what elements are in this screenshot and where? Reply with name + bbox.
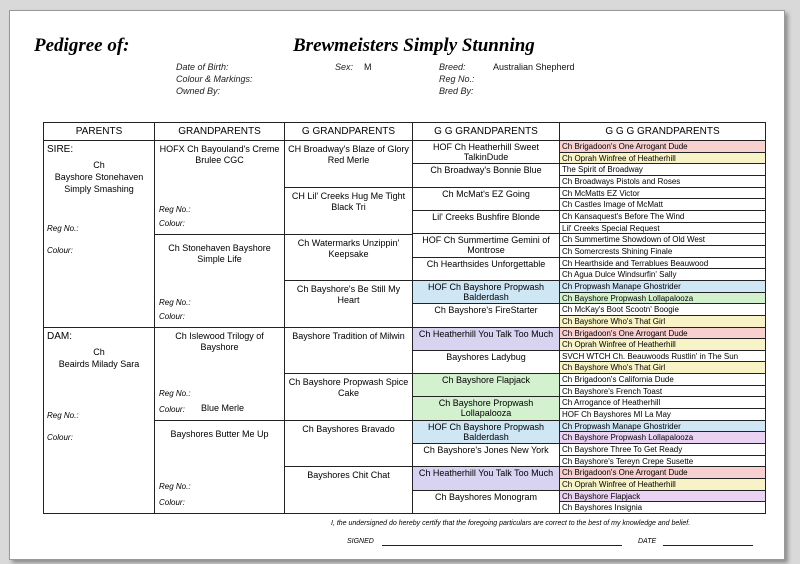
ggg-grandparent-row: Ch Oprah Winfree of Heatherhill xyxy=(560,153,765,165)
g-grandparent-name: CH Lil' Creeks Hug Me Tight Black Tri xyxy=(291,191,406,212)
dam-reg-label: Reg No.: xyxy=(47,411,79,420)
gg-grandparent-name: Ch Bayshore Flapjack xyxy=(441,375,531,386)
gg-grandparent-name: Ch Bayshore's FireStarter xyxy=(434,305,538,316)
dob-label: Date of Birth: xyxy=(176,62,229,72)
g-grandparent-name: Ch Bayshore Propwash Spice Cake xyxy=(288,377,409,398)
gg-grandparent-cell xyxy=(413,141,560,164)
ggg-grandparent-row: SVCH WTCH Ch. Beauwoods Rustlin' in The Sun xyxy=(560,351,765,363)
gg-grandparent-cell xyxy=(413,397,560,420)
gg-grandparent-name: HOF Ch Bayshore Propwash Balderdash xyxy=(427,421,545,442)
grandparent-colour-label: Colour: xyxy=(159,498,185,507)
ggg-grandparent-row: Ch Bayshores Insignia xyxy=(562,503,643,513)
ggg-grandparent-row: Ch Oprah Winfree of Heatherhill xyxy=(560,479,765,491)
ggg-grandparent-row: Ch Bayshore Three To Get Ready xyxy=(560,444,765,456)
gg-grandparents-column xyxy=(413,141,560,514)
gg-grandparent-name: Ch Bayshores Monogram xyxy=(434,491,538,502)
gg-grandparent-cell xyxy=(413,421,560,444)
ggg-grandparent-row: Ch Propwash Manape Ghostrider xyxy=(560,281,765,293)
breed-label: Breed: xyxy=(439,62,466,72)
gg-grandparent-cell xyxy=(413,491,560,514)
gg-grandparent-name: Bayshores Ladybug xyxy=(446,351,526,362)
gg-grandparent-name: Ch Hearthsides Unforgettable xyxy=(426,258,546,269)
grandparent-colour-label: Colour: xyxy=(159,312,185,321)
ggg-grandparent-row: Ch Bayshore Flapjack xyxy=(560,491,765,503)
gg-grandparent-cell xyxy=(413,304,560,327)
gg-grandparent-cell xyxy=(413,258,560,281)
ggg-grandparent-row: Ch Summertime Showdown of Old West xyxy=(560,234,765,246)
sire-label: SIRE: xyxy=(47,144,74,155)
ggg-grandparent-row: Ch Bayshore Propwash Lollapalooza xyxy=(560,293,765,305)
grandparent-cell xyxy=(155,141,285,235)
gg-grandparent-cell xyxy=(413,328,560,351)
gg-grandparent-cell xyxy=(413,234,560,257)
col-header-ggg-grandparents: G G G GRANDPARENTS xyxy=(605,126,720,137)
ggg-grandparent-row: Ch Oprah Winfree of Heatherhill xyxy=(560,339,765,351)
ggg-grandparent-row: Ch Castles Image of McMatt xyxy=(560,199,765,211)
ggg-grandparent-row: Ch Arrogance of Heatherhill xyxy=(560,397,765,409)
gg-grandparent-name: HOF Ch Summertime Gemini of Montrose xyxy=(422,235,550,256)
g-grandparent-cell xyxy=(285,374,413,421)
ggg-grandparent-row: Lil' Creeks Special Request xyxy=(560,223,765,235)
ggg-grandparent-row: Ch Hearthside and Terrablues Beauwood xyxy=(560,258,765,270)
gg-grandparent-cell xyxy=(413,351,560,374)
col-header-grandparents: GRANDPARENTS xyxy=(155,123,285,140)
ggg-grandparent-row: Ch Propwash Manape Ghostrider xyxy=(560,421,765,433)
ggg-grandparent-row: Ch Bayshore's French Toast xyxy=(560,386,765,398)
signed-label: SIGNED xyxy=(347,538,374,545)
grandparent-name: HOFX Ch Bayouland's Creme Brulee CGC xyxy=(159,144,280,165)
signature-line[interactable] xyxy=(382,545,622,546)
g-grandparent-cell xyxy=(285,141,413,188)
col-header-g-grandparents: G GRANDPARENTS xyxy=(285,123,413,140)
col-header-parents: PARENTS xyxy=(44,123,155,140)
ggg-grandparent-row: HOF Ch Bayshores MI La May xyxy=(560,409,765,421)
sex-label: Sex: xyxy=(335,62,354,72)
grandparent-cell xyxy=(155,421,285,514)
grandparent-colour-value: Blue Merle xyxy=(201,403,245,413)
g-grandparent-name: Ch Watermarks Unzippin' Keepsake xyxy=(297,238,400,259)
dam-cell xyxy=(44,328,155,514)
gg-grandparent-name: HOF Ch Heatherhill Sweet TalkinDude xyxy=(432,142,540,162)
ggg-grandparent-row: Ch Bayshore Who's That Girl xyxy=(560,316,765,328)
dog-name: Brewmeisters Simply Stunning xyxy=(293,35,535,56)
sex-value: M xyxy=(364,62,372,72)
gg-grandparent-name: Ch Heatherhill You Talk Too Much xyxy=(418,328,554,339)
grandparent-name: Ch Stonehaven Bayshore Simple Life xyxy=(168,243,271,264)
pedigree-label: Pedigree of: xyxy=(34,35,130,56)
gg-grandparent-cell xyxy=(413,467,560,490)
date-label: DATE xyxy=(638,538,657,545)
sire-cell xyxy=(44,141,155,328)
gg-grandparent-cell xyxy=(413,281,560,304)
gg-grandparent-cell xyxy=(413,444,560,467)
ggg-grandparent-row: Ch Kansaquest's Before The Wind xyxy=(560,211,765,223)
g-grandparent-cell xyxy=(285,281,413,328)
colour-markings-label: Colour & Markings: xyxy=(176,74,253,84)
ggg-grandparent-row: Ch Somercrests Shining Finale xyxy=(560,246,765,258)
gg-grandparent-cell xyxy=(413,374,560,397)
ggg-grandparent-row: Ch Brigadoon's One Arrogant Dude xyxy=(560,467,765,479)
grandparent-colour-label: Colour: xyxy=(159,219,185,228)
ggg-grandparent-row: Ch Brigadoon's One Arrogant Dude xyxy=(560,328,765,340)
g-grandparent-name: Ch Bayshores Bravado xyxy=(302,424,395,434)
sire-name: Ch Bayshore Stonehaven Simply Smashing xyxy=(54,160,144,194)
gg-grandparent-cell xyxy=(413,188,560,211)
gg-grandparent-name: Ch McMat's EZ Going xyxy=(442,188,530,199)
ggg-grandparent-row: Ch Agua Dulce Windsurfin' Sally xyxy=(560,269,765,281)
g-grandparent-cell xyxy=(285,188,413,235)
gg-grandparent-name: Ch Bayshore's Jones New York xyxy=(423,445,549,456)
g-grandparent-cell xyxy=(285,235,413,281)
pedigree-table xyxy=(43,122,766,514)
certification-text: I, the undersigned do hereby certify that the foregoing particulars are correct to the best of my knowledge and belief. xyxy=(331,520,691,527)
g-grandparent-name: Ch Bayshore's Be Still My Heart xyxy=(296,284,401,305)
owned-by-label: Owned By: xyxy=(176,86,221,96)
g-grandparent-cell xyxy=(285,421,413,467)
grandparent-reg-label: Reg No.: xyxy=(159,205,191,214)
g-grandparent-cell xyxy=(285,467,413,514)
g-grandparent-cell xyxy=(285,328,413,374)
ggg-grandparent-row: Ch Brigadoon's One Arrogant Dude xyxy=(560,141,765,153)
grandparent-reg-label: Reg No.: xyxy=(159,389,191,398)
gg-grandparent-name: HOF Ch Bayshore Propwash Balderdash xyxy=(427,281,545,302)
gg-grandparent-name: Lil' Creeks Bushfire Blonde xyxy=(432,211,540,222)
ggg-grandparent-row: The Spirit of Broadway xyxy=(560,164,765,176)
grandparent-colour-label: Colour: xyxy=(159,405,185,414)
date-line[interactable] xyxy=(663,545,753,546)
gg-grandparent-name: Ch Broadway's Bonnie Blue xyxy=(430,165,542,176)
breed-value: Australian Shepherd xyxy=(493,62,575,72)
ggg-grandparent-row: Ch McKay's Boot Scootn' Boogie xyxy=(560,304,765,316)
grandparent-name: Ch Islewood Trilogy of Bayshore xyxy=(175,331,264,352)
ggg-grandparent-row: Ch Broadways Pistols and Roses xyxy=(560,176,765,188)
grandparent-reg-label: Reg No.: xyxy=(159,482,191,491)
ggg-grandparent-row: Ch Brigadoon's California Dude xyxy=(560,374,765,386)
col-header-gg-grandparents: G G GRANDPARENTS xyxy=(413,123,560,140)
reg-no-label: Reg No.: xyxy=(439,74,475,84)
g-grandparent-name: Bayshore Tradition of Milwin xyxy=(292,331,405,341)
g-grandparent-name: CH Broadway's Blaze of Glory Red Merle xyxy=(288,144,409,165)
grandparent-reg-label: Reg No.: xyxy=(159,298,191,307)
bred-by-label: Bred By: xyxy=(439,86,474,96)
sire-reg-label: Reg No.: xyxy=(47,224,79,233)
gg-grandparent-name: Ch Heatherhill You Talk Too Much xyxy=(418,468,554,479)
ggg-grandparent-row: Ch McMatts EZ Victor xyxy=(560,188,765,200)
ggg-grandparent-row: Ch Bayshore Who's That Girl xyxy=(560,362,765,374)
dam-colour-label: Colour: xyxy=(47,433,73,442)
ggg-grandparent-row: Ch Bayshore's Tereyn Crepe Susette xyxy=(560,456,765,468)
gg-grandparent-name: Ch Bayshore Propwash Lollapalooza xyxy=(438,398,534,419)
grandparent-cell xyxy=(155,235,285,328)
dam-name: Ch Beairds Milady Sara xyxy=(58,347,140,369)
grandparent-cell xyxy=(155,328,285,421)
gg-grandparent-cell xyxy=(413,164,560,187)
dam-label: DAM: xyxy=(47,331,72,342)
grandparent-name: Bayshores Butter Me Up xyxy=(170,429,269,439)
g-grandparent-name: Bayshores Chit Chat xyxy=(307,470,390,480)
pedigree-sheet xyxy=(9,10,785,560)
sire-colour-label: Colour: xyxy=(47,246,73,255)
ggg-grandparents-column xyxy=(560,141,765,514)
ggg-grandparent-row: Ch Bayshore Propwash Lollapalooza xyxy=(560,432,765,444)
gg-grandparent-cell xyxy=(413,211,560,234)
